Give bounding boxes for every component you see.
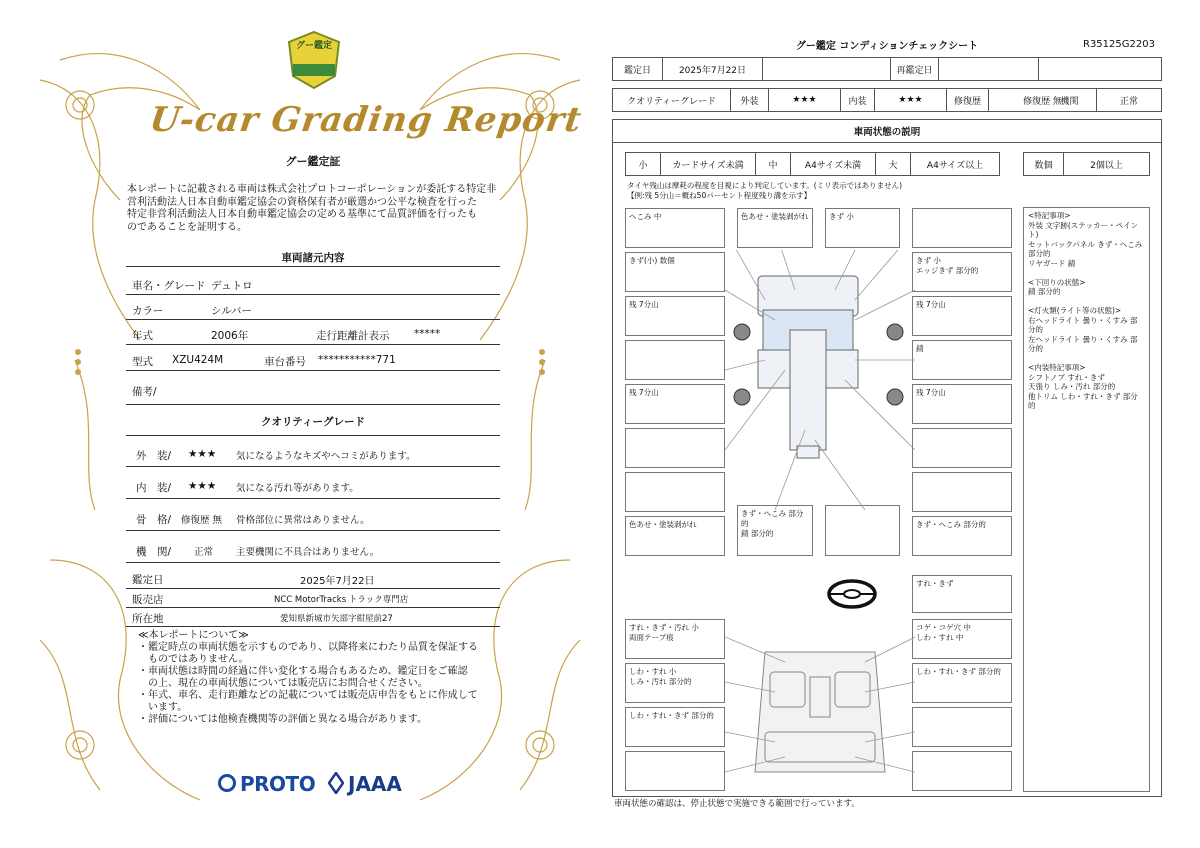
date-label: 鑑定日	[132, 574, 164, 586]
note-line: ・鑑定時点の車両状態を示すものであり、以降将来にわたり品質を保証する	[138, 642, 478, 653]
row-address	[126, 608, 500, 627]
remarks-label: 備考/	[132, 386, 157, 398]
ext-value: ★★★	[769, 89, 841, 111]
damage-box-right-7	[912, 472, 1012, 512]
legend-small-desc: カードサイズ未満	[661, 153, 756, 175]
interior-label: 内 装/	[136, 482, 172, 494]
jaaa-logo: JAAA	[348, 772, 402, 796]
note-line: 外装 文字跡(ステッカー・ペイント)	[1028, 220, 1139, 239]
row-model	[126, 348, 500, 371]
tire-box-rear-right: 残 7分山	[912, 384, 1012, 424]
note-line: ≪本レポートについて≫	[138, 630, 249, 641]
date-label: 鑑定日	[613, 58, 663, 80]
interior-box-left-3: しわ・すれ・きず 部分的	[625, 707, 725, 747]
row-year	[126, 322, 500, 345]
sheet-title: グー鑑定 コンディションチェックシート	[795, 41, 979, 52]
color-label: カラー	[132, 305, 164, 317]
note-line: シフトノブ すれ・きず	[1028, 372, 1105, 382]
note-line: 他トリム しわ・すれ・きず 部分的	[1028, 391, 1138, 410]
date-value: 2025年7月22日	[300, 576, 375, 587]
statement-line: 本レポートに記載される車両は株式会社プロトコーポレーションが委託する特定非	[127, 184, 497, 195]
damage-box-front-left: へこみ 中	[625, 208, 725, 248]
proto-logo-icon	[218, 774, 236, 792]
damage-box-rear-center-2	[825, 505, 900, 556]
sheet-footer: 車両状態の確認は、停止状態で実施できる範囲で行っています。	[614, 799, 860, 809]
sheet-id: R35125G2203	[1083, 39, 1155, 50]
exterior-stars: ★★★	[188, 448, 217, 460]
damage-box-front-top: 色あせ・塗装剥がれ	[737, 208, 813, 248]
note-line: リヤガード 錆	[1028, 258, 1076, 268]
damage-box-left-2: きず(小) 数個	[625, 252, 725, 292]
engine-value: 正常	[1119, 96, 1138, 107]
interior-comment: 気になる汚れ等があります。	[236, 483, 359, 494]
interior-box-right-4	[912, 751, 1012, 791]
grade-row	[612, 88, 1162, 112]
damage-box-rear-center: きず・へこみ 部分的 錆 部分的	[737, 505, 813, 556]
note-line: ・評価については他検査機関等の評価と異なる場合があります。	[138, 714, 427, 725]
note-line: 錆 部分的	[1028, 287, 1061, 296]
report-notes	[138, 630, 498, 726]
tire-note-1: タイヤ残山は摩耗の程度を目視により判定しています。(ミリ表示ではありません)	[627, 181, 903, 190]
interior-box-right-3	[912, 707, 1012, 747]
ext-label: 外装	[731, 89, 769, 111]
interior-box-right-2: しわ・すれ・きず 部分的	[912, 663, 1012, 703]
repair-value: 修復歴 無	[989, 89, 1097, 111]
exterior-label: 外 装/	[136, 450, 172, 462]
frame-value: 修復歴 無	[181, 515, 223, 526]
date-blank	[763, 58, 891, 80]
note-line: 右ヘッドライト 曇り・くすみ 部分的	[1028, 315, 1138, 334]
damage-box-rear-left: 色あせ・塗装剥がれ	[625, 516, 725, 556]
damage-box-left-7	[625, 472, 725, 512]
row-date	[126, 568, 500, 589]
note-line: ・車両状態は時間の経過に伴い変化する場合もあるため、鑑定日をご確認	[138, 666, 468, 677]
row-remarks	[126, 378, 500, 405]
note-line: います。	[138, 702, 188, 713]
shop-value: NCC MotorTracks トラック専門店	[274, 595, 409, 605]
divider	[126, 266, 500, 267]
note-spacer	[1028, 297, 1145, 307]
car-name-value: デュトロ	[211, 280, 253, 292]
model-label: 型式	[132, 356, 153, 368]
repair-label: 修復歴	[947, 89, 989, 111]
steering-wheel-icon	[826, 578, 878, 610]
exterior-comment: 気になるようなキズやヘコミがあります。	[236, 451, 416, 462]
legend-medium-desc: A4サイズ未満	[791, 153, 876, 175]
tire-box-front-left: 残 7分山	[625, 296, 725, 336]
jaaa-logo-icon	[328, 772, 344, 794]
car-name-label: 車名・グレード	[132, 280, 206, 292]
date-value: 2025年7月22日	[663, 58, 763, 80]
interior-box-left-2: しわ・すれ 小 しみ・汚れ 部分的	[625, 663, 725, 703]
report-script-title: U-car Grading Report	[147, 100, 585, 140]
row-shop	[126, 589, 500, 608]
row-car-name	[126, 272, 500, 295]
statement-line: 特定非営利活動法人日本自動車鑑定協会の定める基準にて品質評価を行ったも	[127, 209, 477, 220]
statement-line: 営利活動法人日本自動車鑑定協会の資格保有者が厳選かつ公平な検査を行った	[127, 196, 477, 208]
count-label: 数個	[1024, 153, 1064, 175]
note-line: <下回りの状態>	[1028, 277, 1086, 287]
redate-value	[939, 58, 1039, 80]
special-notes	[1023, 207, 1150, 792]
interior-box-left-1: すれ・きず・汚れ 小 両面テープ痕	[625, 619, 725, 659]
badge-text: グー鑑定	[295, 41, 332, 51]
engine-value: 正常	[194, 547, 214, 558]
model-value: XZU424M	[172, 354, 224, 366]
address-value: 愛知県新城市矢部字紺屋前27	[280, 614, 393, 624]
quality-section-title: クオリティーグレード	[261, 416, 365, 428]
interior-box-right-1: コゲ・コゲ穴 中 しわ・すれ 中	[912, 619, 1012, 659]
note-spacer	[1028, 354, 1145, 364]
count-value: 2個以上	[1090, 160, 1123, 171]
note-line: の上、現在の車両状態については販売店にお問合せください。	[138, 678, 428, 689]
interior-box-left-4	[625, 751, 725, 791]
int-value: ★★★	[875, 89, 947, 111]
engine-label: 機 関/	[136, 546, 172, 558]
certificate-statement	[127, 184, 499, 234]
damage-box-front-roof: きず 小	[825, 208, 900, 248]
engine-comment: 主要機関に不具合はありません。	[236, 547, 380, 558]
row-frame	[126, 506, 500, 531]
note-line: 左ヘッドライト 曇り・くすみ 部分的	[1028, 334, 1138, 353]
note-line: 天張り しみ・汚れ 部分的	[1028, 382, 1116, 391]
legend-small: 小	[626, 153, 661, 175]
row-interior	[126, 474, 500, 499]
color-value: シルバー	[211, 305, 253, 317]
damage-box-front-right	[912, 208, 1012, 248]
size-legend	[625, 152, 1000, 176]
damage-box-rear-right: きず・へこみ 部分的	[912, 516, 1012, 556]
mileage-label: 走行距離計表示	[316, 330, 390, 342]
redate-label: 再鑑定日	[891, 58, 939, 80]
note-line: セットバックパネル きず・へこみ	[1028, 239, 1143, 249]
legend-medium: 中	[756, 153, 791, 175]
damage-box-right-4: 錆	[912, 340, 1012, 380]
engine-label: 機関	[1043, 89, 1097, 111]
year-label: 年式	[132, 330, 153, 342]
row-color	[126, 297, 500, 320]
note-line: ものではありません。	[138, 654, 249, 665]
tire-note-2: 【例:残 5分山＝概ね50パーセント程度残り溝を示す】	[627, 191, 812, 200]
interior-stars: ★★★	[188, 480, 217, 492]
int-label: 内装	[841, 89, 875, 111]
certificate-title: グー鑑定証	[285, 155, 341, 168]
spec-section-title: 車両諸元内容	[281, 252, 345, 264]
condition-title: 車両状態の説明	[612, 119, 1162, 143]
damage-box-right-2: きず 小 エッジきず 部分的	[912, 252, 1012, 292]
address-label: 所在地	[132, 613, 164, 625]
chassis-label: 車台番号	[264, 356, 306, 368]
row-engine	[126, 538, 500, 563]
year-value: 2006年	[211, 330, 249, 342]
interior-box-steering: すれ・きず	[912, 575, 1012, 613]
count-legend	[1023, 152, 1150, 176]
interior-seat-diagram	[725, 632, 915, 792]
chassis-value: ***********771	[318, 354, 396, 366]
note-line: ・年式、車名、走行距離などの記載については販売店申告をもとに作成して	[138, 690, 478, 701]
frame-comment: 骨格部位に異常はありません。	[236, 515, 370, 526]
legend-large-desc: A4サイズ以上	[926, 160, 984, 171]
tire-box-rear-left: 残 7分山	[625, 384, 725, 424]
truck-top-view-diagram	[725, 250, 915, 510]
date-row	[612, 57, 1162, 81]
shop-label: 販売店	[132, 594, 164, 606]
statement-line: のであることを証明する。	[127, 221, 247, 233]
proto-logo: PROTO	[240, 772, 316, 796]
damage-box-right-6	[912, 428, 1012, 468]
note-spacer	[1028, 268, 1145, 278]
goo-kantei-badge	[287, 30, 341, 90]
row-exterior	[126, 442, 500, 467]
note-line: <特記事項>	[1028, 211, 1071, 220]
grade-label: クオリティーグレード	[613, 89, 731, 111]
mileage-value: *****	[414, 328, 441, 340]
tire-box-front-right: 残 7分山	[912, 296, 1012, 336]
frame-label: 骨 格/	[136, 514, 172, 526]
damage-box-left-4	[625, 340, 725, 380]
divider	[126, 435, 500, 436]
note-line: 部分的	[1028, 249, 1051, 258]
legend-large: 大	[876, 153, 911, 175]
note-line: <内装特記事項>	[1028, 363, 1086, 372]
note-line: <灯火類(ライト等の状態)>	[1028, 306, 1122, 315]
damage-box-left-6	[625, 428, 725, 468]
